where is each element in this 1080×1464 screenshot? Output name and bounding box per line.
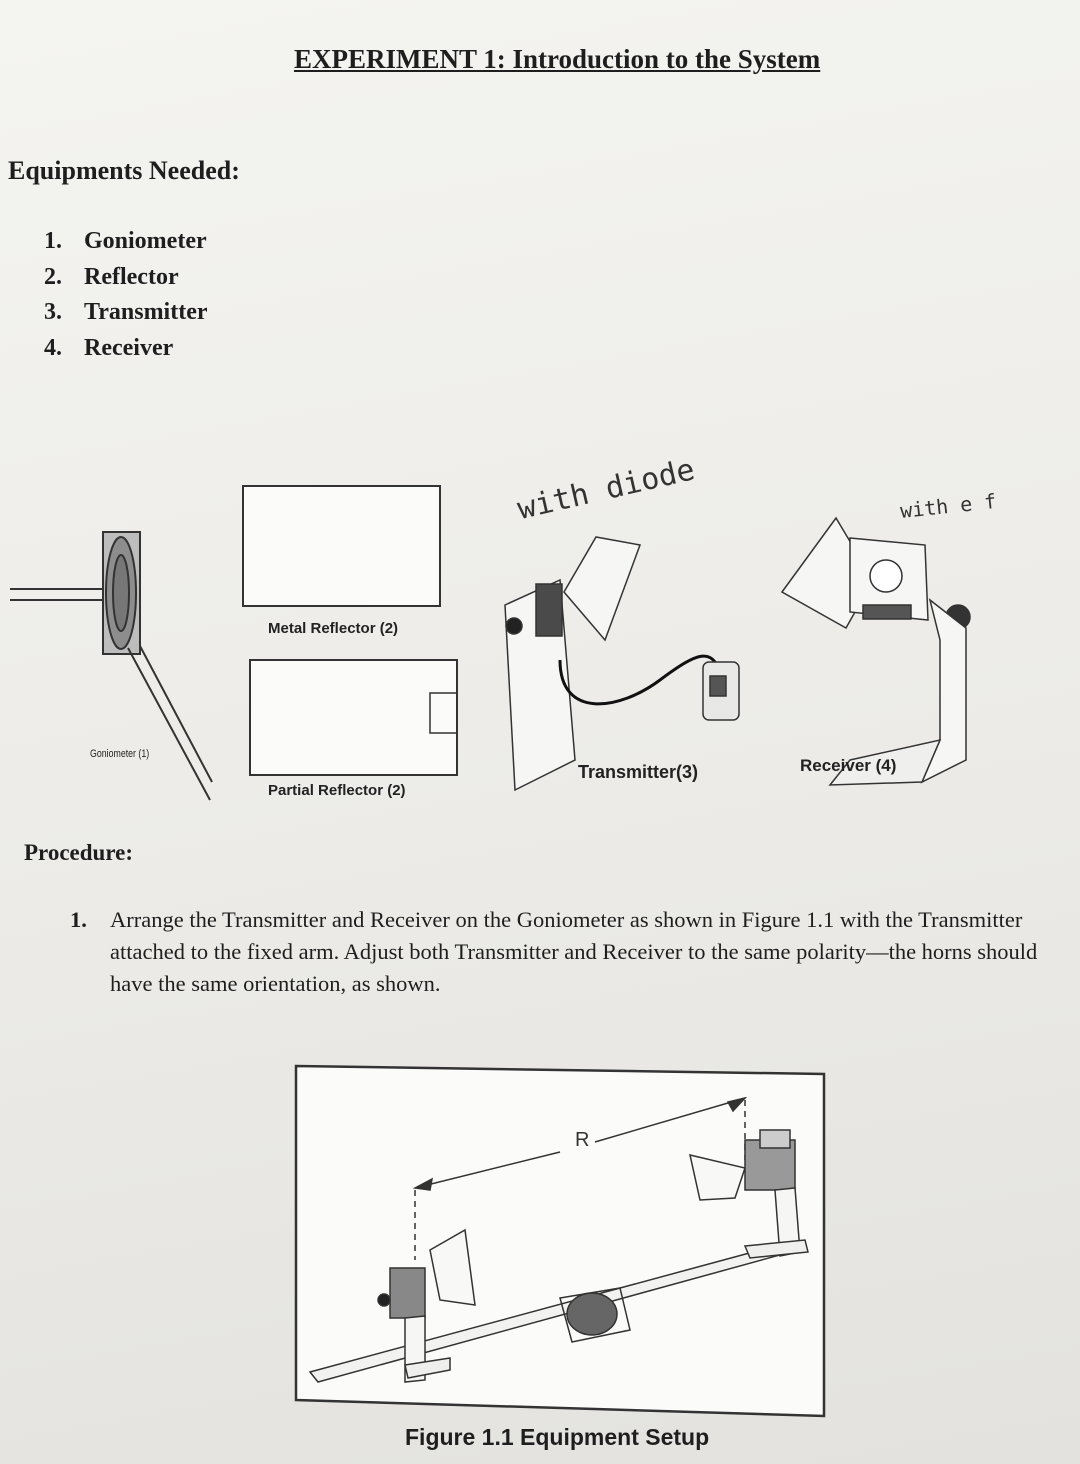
transmitter-drawing [505,537,739,790]
list-item-label: Transmitter [84,299,208,325]
partial-reflector-drawing [250,660,457,775]
metal-reflector-label: Metal Reflector (2) [268,620,399,637]
distance-label: R [575,1129,590,1151]
list-item: 4. Receiver [44,335,208,371]
goniometer-label: Goniometer (1) [90,748,150,760]
list-item: 2. Reflector [44,264,208,300]
transmitter-label: Transmitter(3) [578,762,699,782]
list-item-label: Goniometer [84,228,207,254]
figure-caption: Figure 1.1 Equipment Setup [405,1424,710,1450]
figure-1-1 [290,1060,830,1420]
receiver-drawing [782,518,970,785]
list-item: 1. Goniometer [44,228,208,264]
metal-reflector-drawing [243,486,440,606]
handwritten-diode-note: with diode [514,452,698,527]
list-item: 3. Transmitter [44,299,208,335]
partial-reflector-label: Partial Reflector (2) [268,782,406,799]
equipment-illustration [0,420,1080,820]
equipment-heading: Equipments Needed: [8,156,240,185]
receiver-label: Receiver (4) [800,756,897,775]
list-item-label: Receiver [84,334,174,361]
list-item-label: Reflector [84,263,179,290]
procedure-step-text: Arrange the Transmitter and Receiver on the Goniometer as shown in Figure 1.1 with the Transmitter attached to the fixed arm. Adjust both Transmitter and Receiver to the same polarity—the horns should have the same orientation, as shown. [110,907,1038,996]
equipment-list [44,228,208,370]
procedure-step: 1. Arrange the Transmitter and Receiver on the Goniometer as shown in Figure 1.1 with the Transmitter attached to the fixed arm. Adjust both Transmitter and Receiver to the same polarity—the horns should have the same orientation, as shown. [70,904,1060,1000]
procedure-heading: Procedure: [24,840,134,865]
page-title: EXPERIMENT 1: Introduction to the System [294,44,821,74]
handwritten-receiver-note: with e f [899,489,998,523]
